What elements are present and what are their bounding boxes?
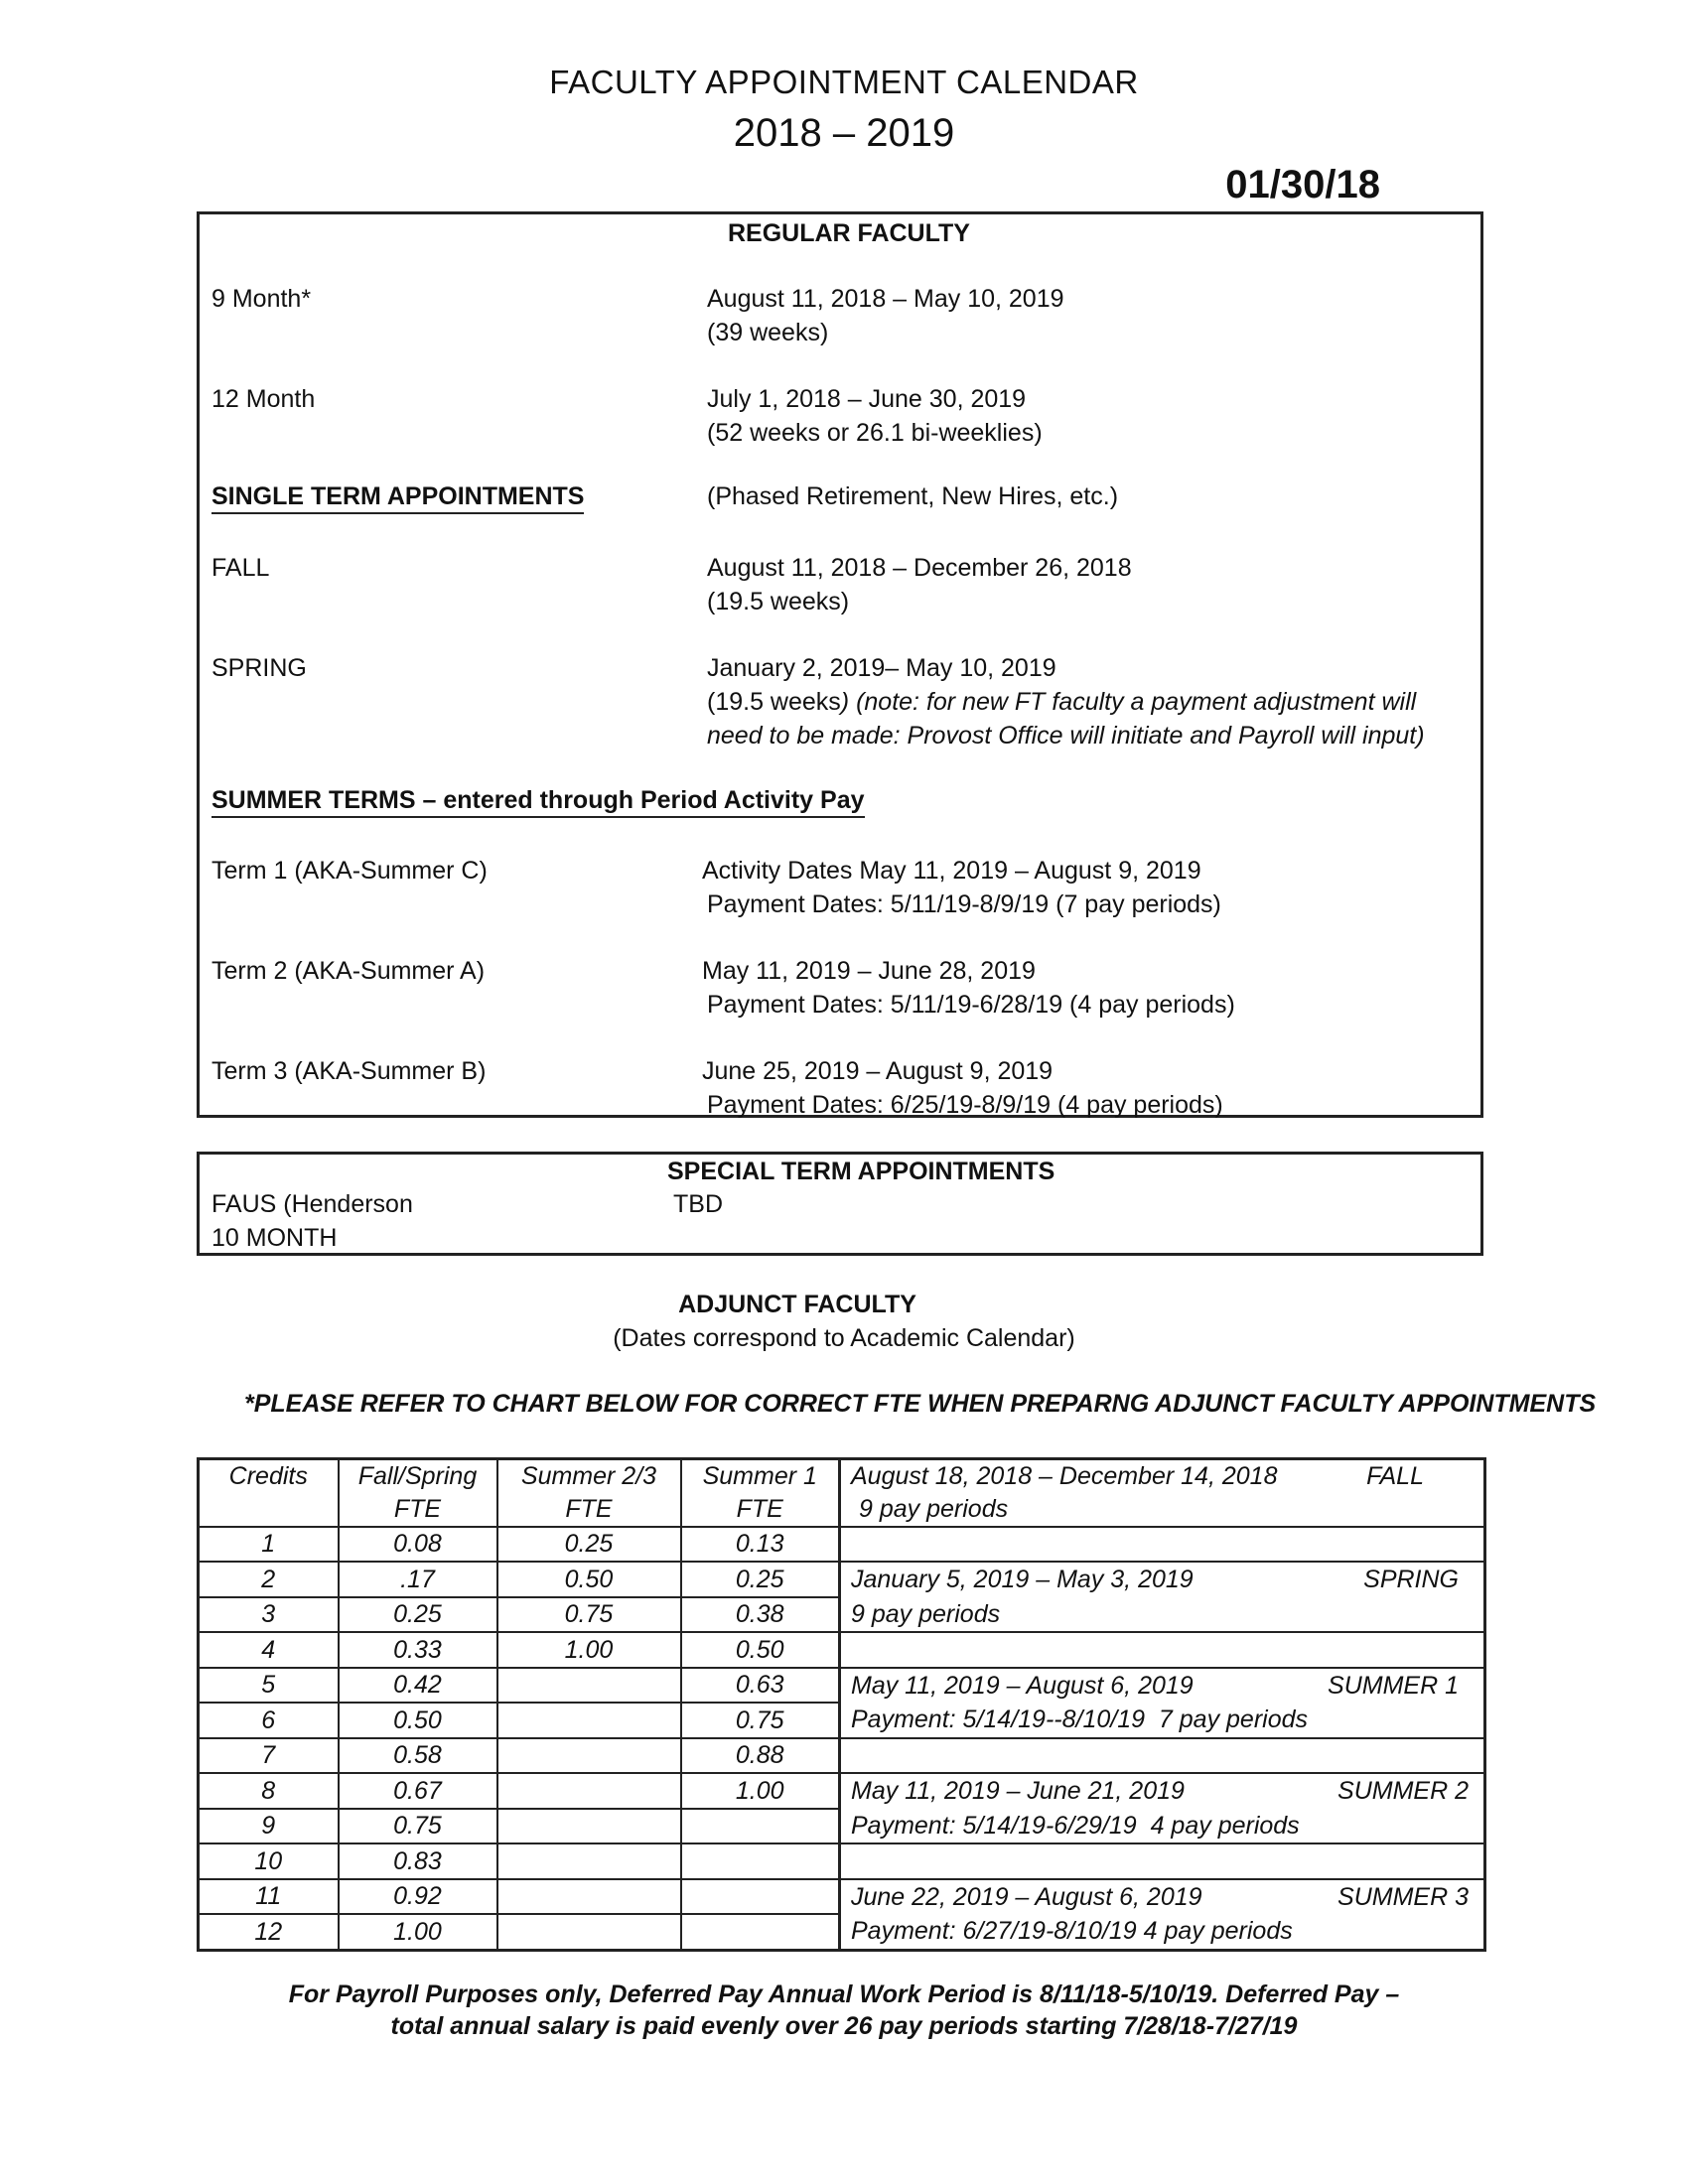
- fte-table: [197, 1457, 1486, 1952]
- term1-dates: Activity Dates May 11, 2019 – August 9, 2019: [702, 857, 1201, 885]
- term3-dates: June 25, 2019 – August 9, 2019: [702, 1057, 1054, 1085]
- calendar-summer2: May 11, 2019 – June 21, 2019 SUMMER 2: [840, 1773, 1485, 1808]
- special-ten-month-label: 10 MONTH: [211, 1224, 338, 1252]
- table-row: [199, 1527, 1485, 1562]
- table-cell: [497, 1843, 681, 1878]
- fall-label: FALL: [211, 554, 270, 582]
- table-cell: 0.75: [497, 1597, 681, 1632]
- table-row: [199, 1668, 1485, 1703]
- table-row: [199, 1703, 1485, 1737]
- table-cell: 1: [199, 1527, 339, 1562]
- twelve-month-dates: July 1, 2018 – June 30, 2019: [707, 385, 1027, 413]
- table-row: [199, 1597, 1485, 1632]
- table-cell: 0.50: [339, 1703, 497, 1737]
- table-cell: [840, 1632, 1485, 1667]
- summer-terms-heading: SUMMER TERMS – entered through Period Activity Pay: [211, 786, 865, 818]
- table-cell: 0.50: [681, 1632, 840, 1667]
- single-term-heading: SINGLE TERM APPOINTMENTS: [211, 482, 584, 514]
- table-cell: [681, 1843, 840, 1878]
- spring-dates: January 2, 2019– May 10, 2019: [707, 654, 1056, 682]
- table-cell: [497, 1738, 681, 1773]
- fallspring-fte-header: Fall/Spring FTE: [339, 1459, 497, 1528]
- table-cell: [497, 1809, 681, 1843]
- table-cell: [497, 1879, 681, 1914]
- spring-label: SPRING: [211, 654, 307, 682]
- table-cell: 12: [199, 1914, 339, 1950]
- nine-month-dates: August 11, 2018 – May 10, 2019: [707, 285, 1064, 313]
- fall-note: (19.5 weeks): [707, 588, 850, 615]
- table-cell: 0.38: [681, 1597, 840, 1632]
- calendar-summer3: June 22, 2019 – August 6, 2019 SUMMER 3: [840, 1879, 1485, 1914]
- table-cell: 9: [199, 1809, 339, 1843]
- term2-label: Term 2 (AKA-Summer A): [211, 957, 486, 985]
- table-cell: 8: [199, 1773, 339, 1808]
- table-cell: 0.88: [681, 1738, 840, 1773]
- special-term-heading: SPECIAL TERM APPOINTMENTS: [667, 1158, 1055, 1185]
- single-term-note: (Phased Retirement, New Hires, etc.): [707, 482, 1119, 510]
- term3-label: Term 3 (AKA-Summer B): [211, 1057, 487, 1085]
- table-cell: [681, 1879, 840, 1914]
- credits-header: Credits: [199, 1459, 339, 1528]
- twelve-month-note: (52 weeks or 26.1 bi-weeklies): [707, 419, 1043, 447]
- calendar-summer2-detail: Payment: 5/14/19-6/29/19 4 pay periods: [840, 1809, 1485, 1843]
- calendar-summer1: May 11, 2019 – August 6, 2019 SUMMER 1: [840, 1668, 1485, 1703]
- table-row: [199, 1879, 1485, 1914]
- table-cell: 0.75: [681, 1703, 840, 1737]
- table-cell: [681, 1809, 840, 1843]
- spring-note: (19.5 weeks) (note: for new FT faculty a payment adjustment will: [707, 688, 1417, 716]
- table-cell: [497, 1668, 681, 1703]
- table-cell: [840, 1527, 1485, 1562]
- nine-month-note: (39 weeks): [707, 319, 829, 346]
- table-cell: 0.08: [339, 1527, 497, 1562]
- table-row: [199, 1809, 1485, 1843]
- table-cell: 0.33: [339, 1632, 497, 1667]
- calendar-spring-detail: 9 pay periods: [840, 1597, 1485, 1632]
- table-cell: [840, 1738, 1485, 1773]
- table-cell: 0.50: [497, 1562, 681, 1596]
- table-cell: 1.00: [681, 1773, 840, 1808]
- calendar-summer1-detail: Payment: 5/14/19--8/10/19 7 pay periods: [840, 1703, 1485, 1737]
- calendar-summer3-detail: Payment: 6/27/19-8/10/19 4 pay periods: [840, 1914, 1485, 1950]
- table-row: [199, 1773, 1485, 1808]
- table-row: [199, 1914, 1485, 1950]
- table-cell: 4: [199, 1632, 339, 1667]
- table-cell: [497, 1773, 681, 1808]
- table-cell: 3: [199, 1597, 339, 1632]
- table-cell: 0.83: [339, 1843, 497, 1878]
- adjunct-subheading: (Dates correspond to Academic Calendar): [613, 1324, 1075, 1352]
- table-cell: 2: [199, 1562, 339, 1596]
- table-row: [199, 1632, 1485, 1667]
- table-cell: 6: [199, 1703, 339, 1737]
- table-cell: 0.67: [339, 1773, 497, 1808]
- table-cell: .17: [339, 1562, 497, 1596]
- table-row: [199, 1843, 1485, 1878]
- table-cell: 10: [199, 1843, 339, 1878]
- twelve-month-label: 12 Month: [211, 385, 316, 413]
- table-cell: 0.25: [681, 1562, 840, 1596]
- table-cell: 0.75: [339, 1809, 497, 1843]
- adjunct-instruction: *PLEASE REFER TO CHART BELOW FOR CORRECT FTE WHEN PREPARNG ADJUNCT FACULTY APPOINTMENTS: [244, 1390, 1597, 1418]
- term1-label: Term 1 (AKA-Summer C): [211, 857, 488, 885]
- spring-note-cont: need to be made: Provost Office will initiate and Payroll will input): [707, 722, 1425, 750]
- special-value: TBD: [673, 1190, 723, 1218]
- table-cell: 0.63: [681, 1668, 840, 1703]
- table-header-row: [199, 1459, 1485, 1528]
- table-cell: 11: [199, 1879, 339, 1914]
- calendar-fall: August 18, 2018 – December 14, 2018 FALL 9 pay periods: [840, 1459, 1485, 1528]
- table-cell: 0.25: [339, 1597, 497, 1632]
- table-cell: 7: [199, 1738, 339, 1773]
- table-cell: 0.42: [339, 1668, 497, 1703]
- table-cell: [497, 1703, 681, 1737]
- table-cell: [497, 1914, 681, 1950]
- table-row: [199, 1738, 1485, 1773]
- table-row: [199, 1562, 1485, 1596]
- footer-note-line1: For Payroll Purposes only, Deferred Pay Annual Work Period is 8/11/18-5/10/19. Deferred Pay –: [288, 1980, 1400, 2008]
- table-cell: 1.00: [339, 1914, 497, 1950]
- term1-payment: Payment Dates: 5/11/19-8/9/19 (7 pay periods): [707, 890, 1221, 918]
- fall-dates: August 11, 2018 – December 26, 2018: [707, 554, 1132, 582]
- table-cell: 1.00: [497, 1632, 681, 1667]
- page-title: FACULTY APPOINTMENT CALENDAR: [549, 64, 1139, 100]
- table-cell: [681, 1914, 840, 1950]
- adjunct-heading: ADJUNCT FACULTY: [678, 1291, 916, 1318]
- table-cell: 0.13: [681, 1527, 840, 1562]
- table-cell: 0.25: [497, 1527, 681, 1562]
- term2-dates: May 11, 2019 – June 28, 2019: [702, 957, 1036, 985]
- special-faus-label: FAUS (Henderson: [211, 1190, 413, 1218]
- term2-payment: Payment Dates: 5/11/19-6/28/19 (4 pay periods): [707, 991, 1235, 1019]
- regular-faculty-heading: REGULAR FACULTY: [728, 219, 970, 247]
- calendar-spring: January 5, 2019 – May 3, 2019 SPRING: [840, 1562, 1485, 1596]
- term3-payment: Payment Dates: 6/25/19-8/9/19 (4 pay periods): [707, 1091, 1223, 1119]
- nine-month-label: 9 Month*: [211, 285, 312, 313]
- summer1-fte-header: Summer 1 FTE: [681, 1459, 840, 1528]
- table-cell: 5: [199, 1668, 339, 1703]
- table-cell: [840, 1843, 1485, 1878]
- revision-date: 01/30/18: [1225, 163, 1380, 206]
- academic-year: 2018 – 2019: [733, 111, 955, 155]
- footer-note-line2: total annual salary is paid evenly over 26 pay periods starting 7/28/18-7/27/19: [390, 2012, 1298, 2040]
- summer23-fte-header: Summer 2/3 FTE: [497, 1459, 681, 1528]
- table-cell: 0.92: [339, 1879, 497, 1914]
- table-cell: 0.58: [339, 1738, 497, 1773]
